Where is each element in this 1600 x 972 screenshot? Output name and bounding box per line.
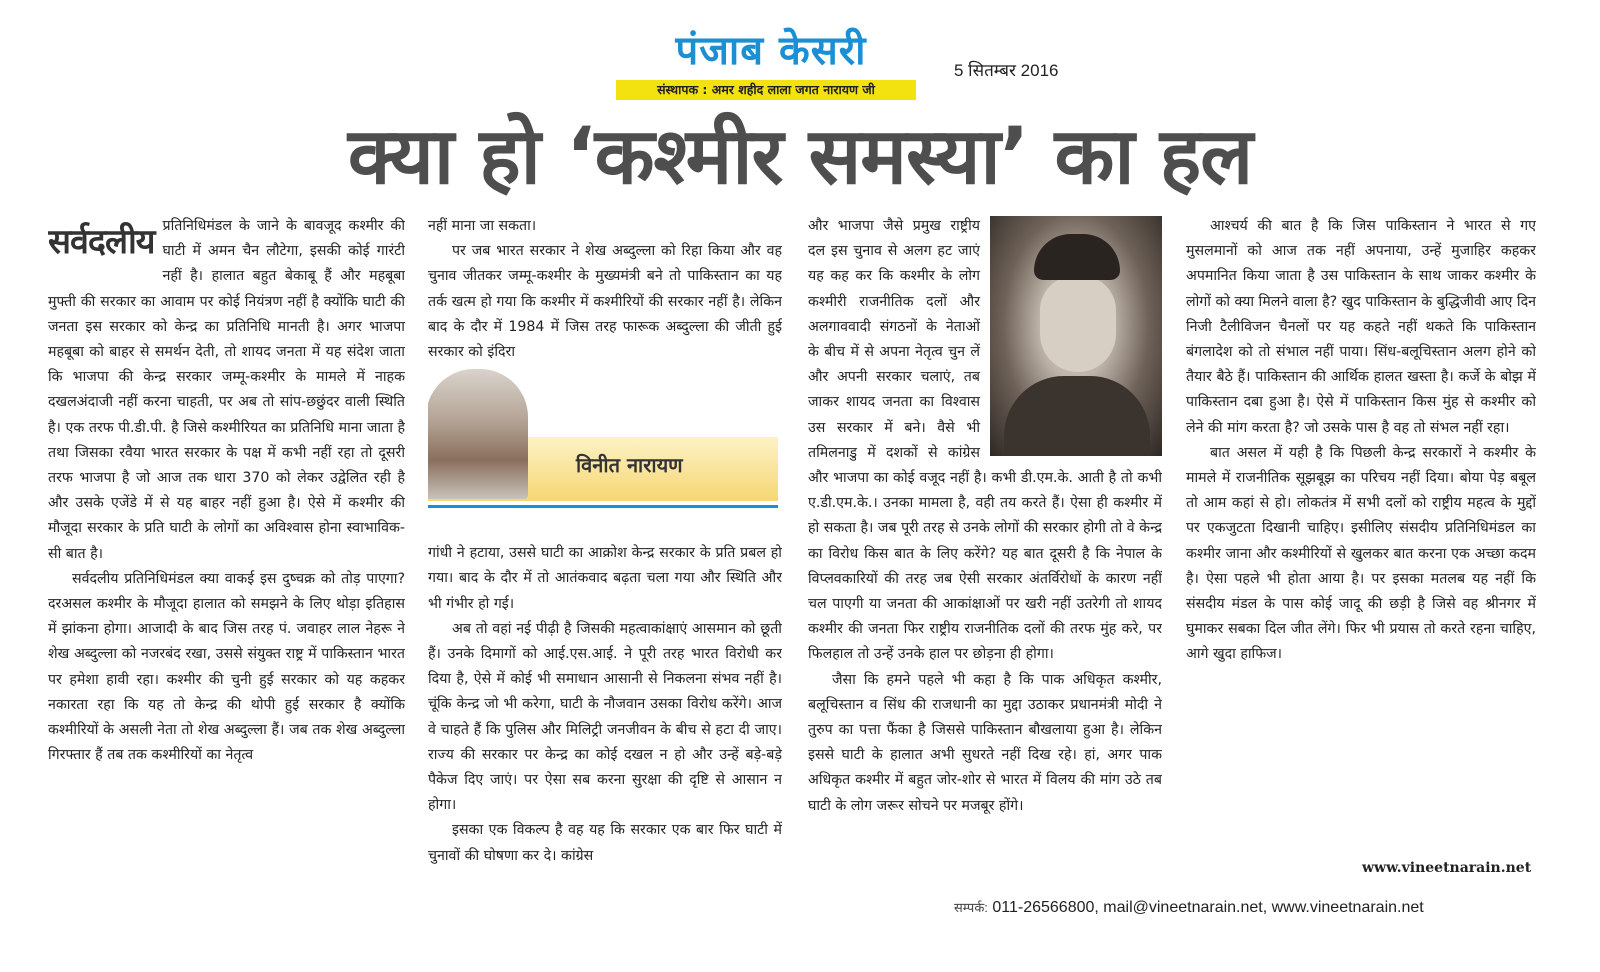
newspaper-tagline: संस्थापक : अमर शहीद लाला जगत नारायण जी bbox=[616, 80, 916, 100]
article-column-1 bbox=[48, 214, 405, 894]
paragraph: अब तो वहां नई पीढ़ी है जिसकी महत्वाकांक्षाएं आसमान को छूती हैं। उनके दिमागों को आई.एस.आई. ने पूरी तरह भारत विरोधी कर दिया है, ऐसे में कोई भी समाधान आसानी से निकलना संभव नहीं है। चूंकि केन्द्र जो भी करेगा, घाटी के नौजवान उसका विरोध करेंगे। आज वे चाहते हैं कि पुलिस और मिलिट्री जनजीवन के बीच से हटा दी जाए। राज्य की सरकार पर केन्द्र का कोई दखल न हो और उन्हें बड़े-बड़े पैकेज दिए जाएं। पर ऐसा सब करना सुरक्षा की दृष्टि से आसान न होगा। bbox=[428, 620, 782, 814]
paragraph: गांधी ने हटाया, उससे घाटी का आक्रोश केन्द्र सरकार के प्रति प्रबल हो गया। बाद के दौर में तो आतंकवाद बढ़ता चला गया और स्थिति और भी गंभीर हो गई। bbox=[428, 545, 782, 612]
article-column-4 bbox=[1186, 214, 1536, 874]
paragraph: बात असल में यही है कि पिछली केन्द्र सरकारों ने कश्मीर के मामले में राजनीतिक सूझबूझ का परिचय नहीं दिया। बोया पेड़ बबूल तो आम कहां से हो। लोकतंत्र में सभी दलों को राष्ट्रीय महत्व के मुद्दों पर एकजुटता दिखानी चाहिए। इसीलिए संसदीय प्रतिनिधिमंडल का कश्मीर जाना और कश्मीरियों से खुलकर बात करना एक अच्छा कदम है। ऐसा पहले भी होता आया है। पर इसका मतलब यह नहीं कि संसदीय मंडल के पास कोई जादू की छड़ी है जिसे वह श्रीनगर में घुमाकर सबका दिल जीत लेंगे। फिर भी प्रयास तो करते रहना चाहिए, आगे खुदा हाफिज। bbox=[1186, 444, 1536, 663]
author-photo bbox=[428, 369, 528, 499]
contact-label: सम्पर्क: bbox=[954, 900, 988, 915]
headline: क्या हो ‘कश्मीर समस्या’ का हल bbox=[347, 112, 1253, 202]
portrait-face bbox=[1040, 276, 1116, 372]
publication-date: 5 सितम्बर 2016 bbox=[954, 61, 1059, 80]
masthead bbox=[616, 28, 916, 104]
site-signature: www.vineetnarain.net bbox=[1362, 860, 1532, 876]
paragraph: नहीं माना जा सकता। bbox=[428, 218, 537, 234]
author-band-rule bbox=[428, 505, 778, 508]
paragraph: इसका एक विकल्प है वह यह कि सरकार एक बार फिर घाटी में चुनावों की घोषणा कर दे। कांग्रेस bbox=[428, 822, 782, 864]
paragraph: प्रतिनिधिमंडल के जाने के बावजूद कश्मीर की घाटी में अमन चैन लौटेगा, इसकी कोई गारंटी नहीं है। हालात बहुत बेकाबू हैं और महबूबा मुफ्ती की सरकार का आवाम पर कोई नियंत्रण नहीं है क्योंकि घाटी की जनता इस सरकार को केन्द्र का प्रतिनिधि मानती है। अगर भाजपा महबूबा को बाहर से समर्थन देती, तो शायद जनता में यह संदेश जाता कि भाजपा की केन्द्र सरकार जम्मू-कश्मीर के मामले में नाहक दखलअंदाजी नहीं करना चाहती, पर अब तो सांप-छछुंदर वाली स्थिति है। एक तरफ पी.डी.पी. है जिसे कश्मीरियत का प्रतिनिधि माना जाता है तथा जिसका रवैया भारत सरकार के पक्ष में कभी नहीं रहा तो दूसरी तरफ भाजपा है जो आज तक धारा 370 को लेकर उद्वेलित रही है और उसके एजेंडे में से यह बाहर नहीं हुआ है। ऐसे में कश्मीर की मौजूदा सरकार के प्रति घाटी के लोगों का अविश्वास होना स्वाभाविक-सी बात है। bbox=[48, 218, 405, 562]
author-name: विनीत नारायण bbox=[576, 453, 683, 478]
portrait-coat bbox=[1004, 376, 1150, 456]
article-column-2 bbox=[428, 214, 782, 894]
contact-details: 011-26566800, mail@vineetnarain.net, www.vineetnarain.net bbox=[992, 899, 1424, 916]
portrait-photo bbox=[990, 216, 1162, 456]
paragraph: पर जब भारत सरकार ने शेख अब्दुल्ला को रिहा किया और वह चुनाव जीतकर जम्मू-कश्मीर के मुख्यमंत्री बने तो पाकिस्तान का यह तर्क खत्म हो गया कि कश्मीर में कश्मीरियों की सरकार नहीं है। लेकिन बाद के दौर में 1984 में जिस तरह फारूक अब्दुल्ला की जीती हुई सरकार को इंदिरा bbox=[428, 243, 782, 361]
paragraph: सर्वदलीय प्रतिनिधिमंडल क्या वाकई इस दुष्चक्र को तोड़ पाएगा? दरअसल कश्मीर के मौजूदा हालात को समझने के लिए थोड़ा इतिहास में झांकना होगा। आजादी के बाद जिस तरह पं. जवाहर लाल नेहरू ने शेख अब्दुल्ला को नजरबंद रखा, उससे संयुक्त राष्ट्र में पाकिस्तान भारत पर हमेशा हावी रहा। कश्मीर की चुनी हुई सरकार को यह कहकर नकारता रहा कि यह तो केन्द्र की थोपी हुई सरकार है क्योंकि कश्मीरियों के असली नेता तो शेख अब्दुल्ला हैं। जब तक शेख अब्दुल्ला गिरफ्तार हैं तब तक कश्मीरियों का नेतृत्व bbox=[48, 570, 405, 764]
portrait-cap bbox=[1034, 234, 1120, 280]
newspaper-name: पंजाब केसरी bbox=[675, 28, 867, 74]
paragraph: और भाजपा जैसे प्रमुख राष्ट्रीय दल इस चुनाव से अलग हट जाएं यह कह कर कि कश्मीर के लोग कश्मीरी राजनीतिक दलों और अलगाववादी संगठनों के नेताओं के बीच में से अपना नेतृत्व चुन लें और अपनी सरकार चलाएं, तब जाकर शायद जनता का विश्वास उस सरकार में बने। वैसे भी तमिलनाडु में दशकों से कांग्रेस और भाजपा का कोई वजूद नहीं है। कभी डी.एम.के. आती है तो कभी ए.डी.एम.के.। उनका मामला है, वही तय करते हैं। ऐसा ही कश्मीर में हो सकता है। जब पूरी तरह से उनके लोगों की सरकार होगी तो वे केन्द्र का विरोध किस बात के लिए करेंगे? यह बात दूसरी है कि नेपाल के विप्लवकारियों की तरह जब ऐसी सरकार अंतर्विरोधों के कारण नहीं चल पाएगी या जनता की आकांक्षाओं पर खरी नहीं उतरेगी तो शायद कश्मीर की जनता फिर राष्ट्रीय राजनीतिक दलों की तरफ मुंह करे, पर फिलहाल तो उन्हें उनके हाल पर छोड़ना ही होगा। bbox=[808, 218, 1162, 663]
author-box bbox=[428, 369, 778, 531]
paragraph: जैसा कि हमने पहले भी कहा है कि पाक अधिकृत कश्मीर, बलूचिस्तान व सिंध की राजधानी का मुद्दा उठाकर प्रधानमंत्री मोदी ने तुरुप का पत्ता फैंका है जिससे पाकिस्तान बौखलाया हुआ है। लेकिन इससे घाटी के हालात अभी सुधरते नहीं दिख रहे। हां, अगर पाक अधिकृत कश्मीर में बहुत जोर-शोर से भारत में विलय की मांग उठे तब घाटी के लोग जरूर सोचने पर मजबूर होंगे। bbox=[808, 671, 1162, 814]
paragraph: आश्चर्य की बात है कि जिस पाकिस्तान ने भारत से गए मुसलमानों को आज तक नहीं अपनाया, उन्हें मुजाहिर कहकर अपमानित किया जाता है उस पाकिस्तान के साथ जाकर कश्मीर के लोगों को क्या मिलने वाला है? खुद पाकिस्तान के बुद्धिजीवी आए दिन निजी टैलीविजन चैनलों पर यह कहते नहीं थकते कि पाकिस्तान बंगलादेश को तो संभाल नहीं पाया। सिंध-बलूचिस्तान अलग होने को तैयार बैठे हैं। पाकिस्तान की आर्थिक हालत खस्ता है। कर्जे के बोझ में पाकिस्तान दबा हुआ है। ऐसे में पाकिस्तान किस मुंह से कश्मीर को लेने की मांग करता है? जो उसके पास है वह तो संभल नहीं रहा। bbox=[1186, 218, 1536, 436]
contact-line bbox=[954, 898, 1424, 917]
lead-word: सर्वदलीय bbox=[48, 222, 155, 262]
article-column-3 bbox=[808, 214, 1162, 894]
